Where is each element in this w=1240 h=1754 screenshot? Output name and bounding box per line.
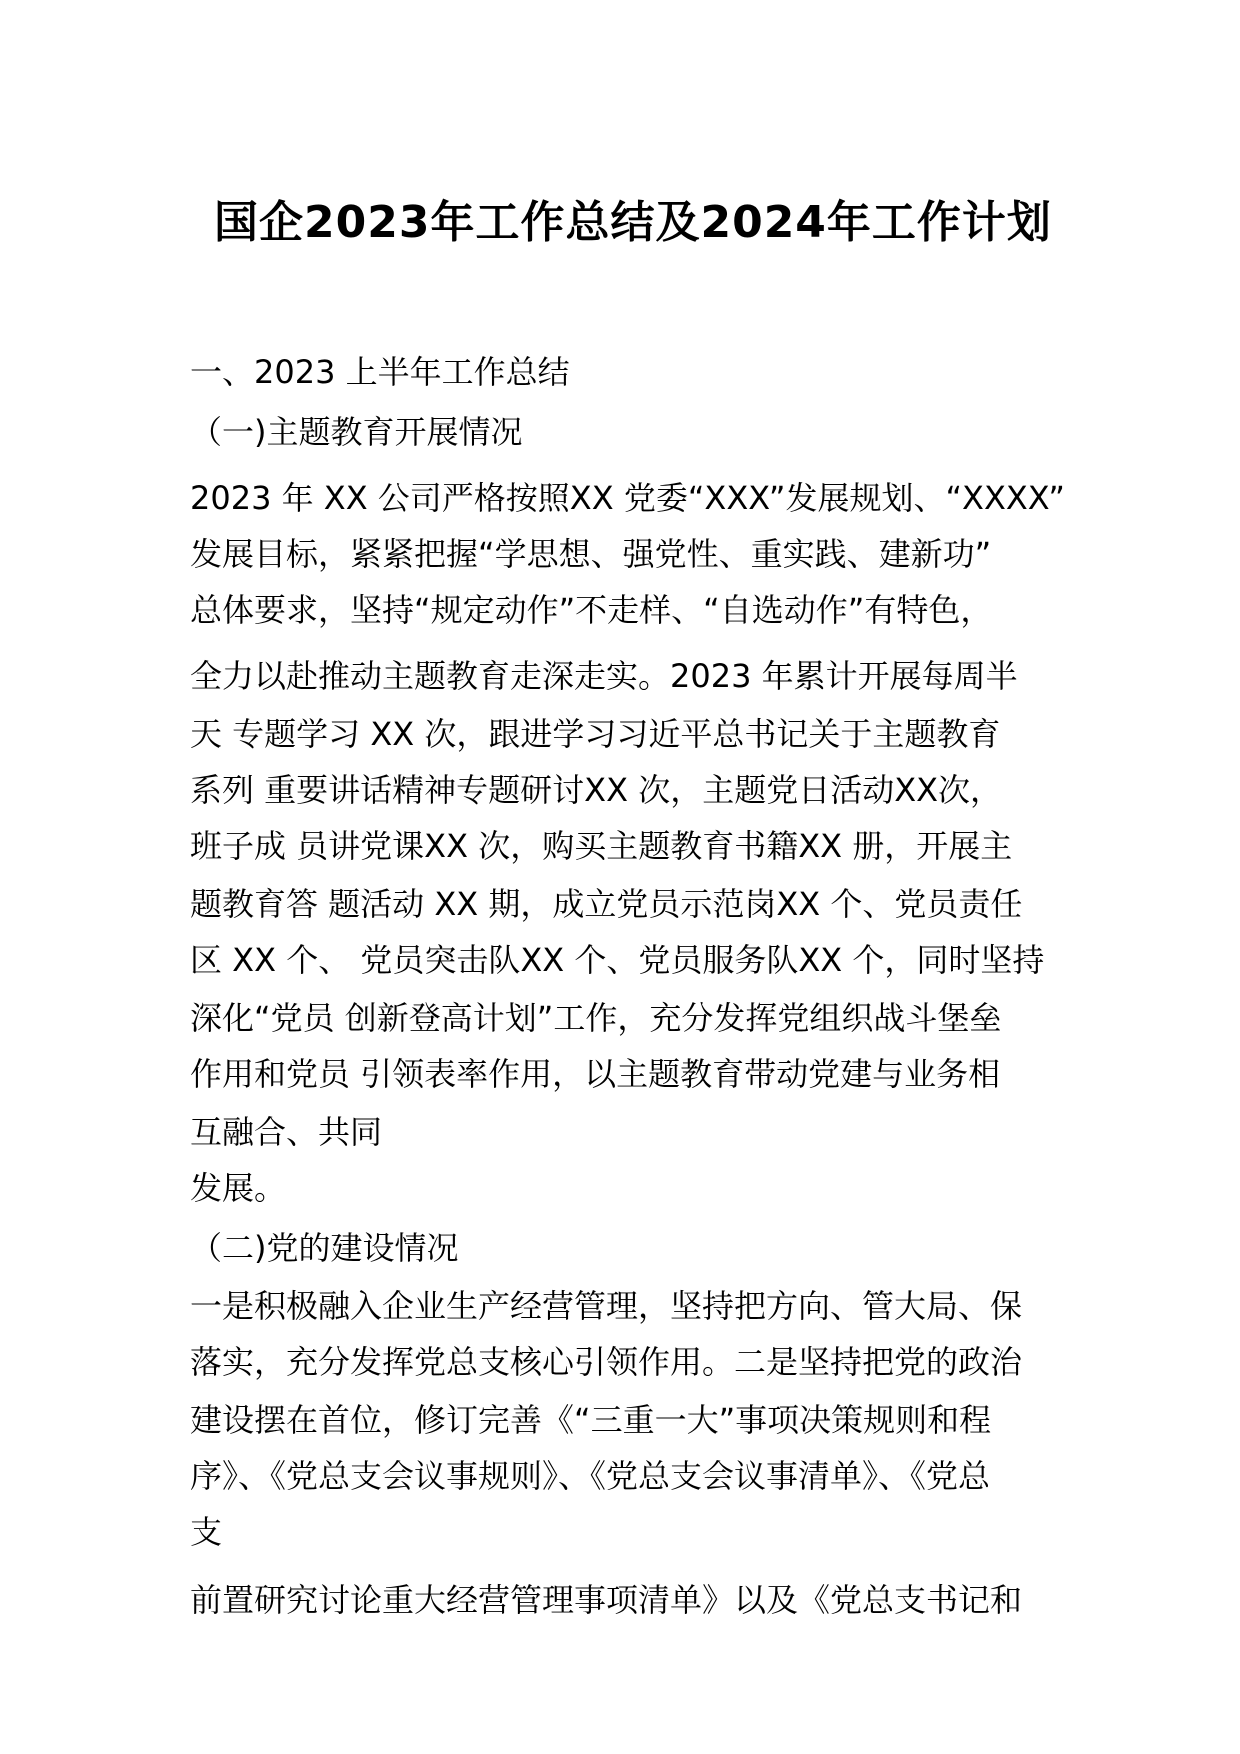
paragraph-line: 支 [190,1513,223,1551]
paragraph-line: 总体要求，坚持“规定动作”不走样、“自选动作”有特色， [190,591,993,629]
paragraph-line: 互融合、共同 [190,1113,383,1151]
paragraph-line: 班子成 员讲党课XX 次，购买主题教育书籍XX 册，开展主 [190,827,1013,865]
paragraph-line: 前置研究讨论重大经营管理事项清单》以及《党总支书记和 [190,1581,1023,1619]
document-title: 国企2023年工作总结及2024年工作计划 [214,197,1052,248]
paragraph-line: 题教育答 题活动 XX 期，成立党员示范岗XX 个、党员责任 [190,885,1023,923]
paragraph-line: 序》、《党总支会议事规则》、《党总支会议事清单》、《党总 [190,1457,991,1495]
paragraph-line: 深化“党员 创新登高计划”工作，充分发挥党组织战斗堡垒 [190,999,1002,1037]
paragraph-line: 发展目标，紧紧把握“学思想、强党性、重实践、建新功” [190,535,992,573]
subheading-theme-education: （一)主题教育开展情况 [190,413,523,451]
paragraph-line: 天 专题学习 XX 次，跟进学习习近平总书记关于主题教育 [190,715,1001,753]
paragraph-line: 一是积极融入企业生产经营管理，坚持把方向、管大局、保 [190,1287,1023,1325]
paragraph-line: 区 XX 个、 党员突击队XX 个、党员服务队XX 个，同时坚持 [190,941,1045,979]
paragraph-line: 2023 年 XX 公司严格按照XX 党委“XXX”发展规划、“XXXX” [190,479,1065,517]
paragraph-line: 全力以赴推动主题教育走深走实。2023 年累计开展每周半 [190,657,1018,695]
subheading-party-building: （二)党的建设情况 [190,1229,459,1267]
paragraph-line: 作用和党员 引领表率作用，以主题教育带动党建与业务相 [190,1055,1001,1093]
paragraph-line: 系列 重要讲话精神专题研讨XX 次，主题党日活动XX次， [190,771,1003,809]
paragraph-line: 建设摆在首位，修订完善《“三重一大”事项决策规则和程 [190,1401,992,1439]
heading-section-1: 一、2023 上半年工作总结 [190,353,570,391]
paragraph-line: 落实，充分发挥党总支核心引领作用。二是坚持把党的政治 [190,1343,1023,1381]
paragraph-line: 发展。 [190,1169,287,1207]
